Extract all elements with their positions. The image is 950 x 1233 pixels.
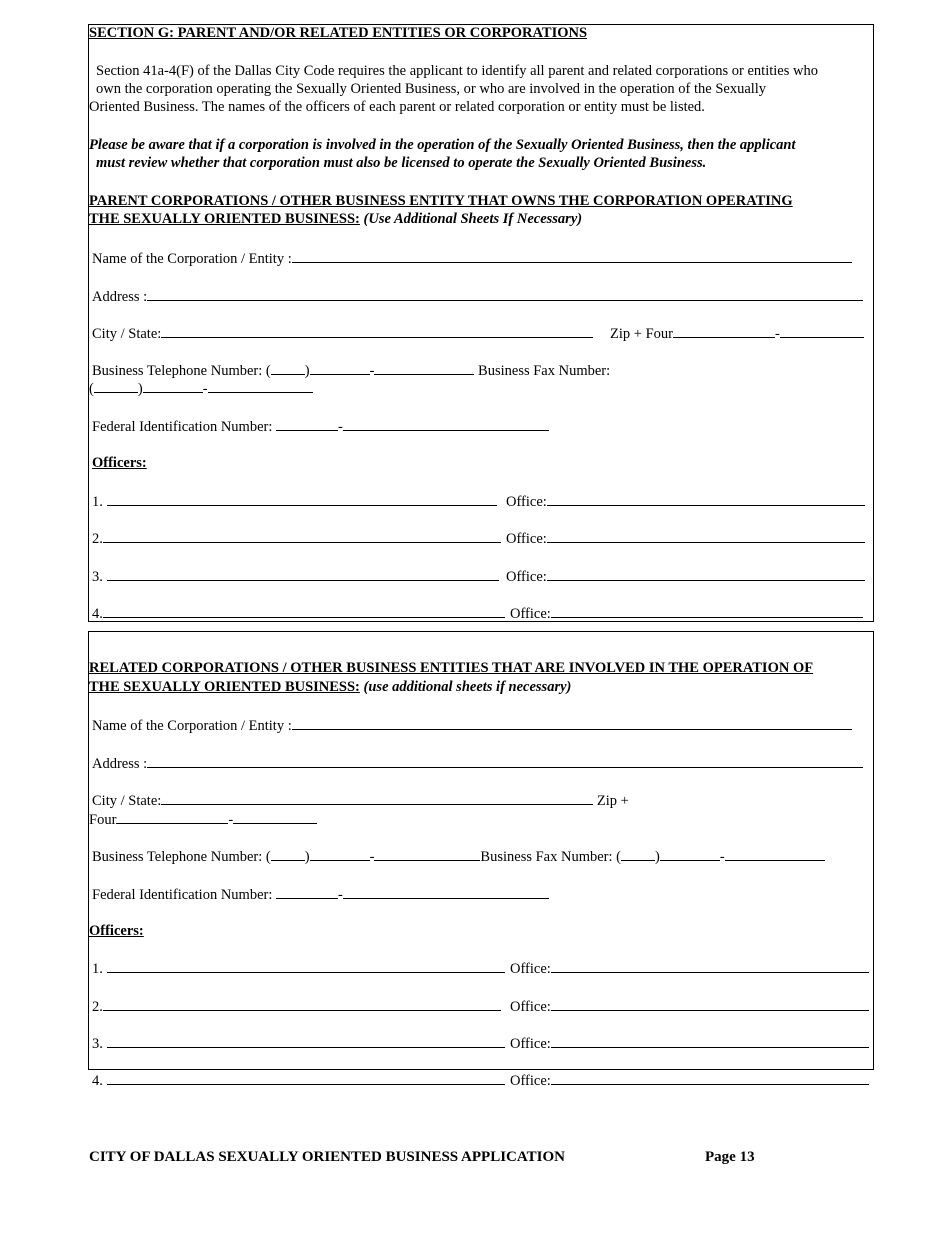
parent-fein-row: Federal Identification Number: - (92, 417, 549, 436)
related-address-field[interactable] (147, 754, 863, 768)
related-office-label: Office: (510, 1036, 551, 1052)
notice-line-1: Please be aware that if a corporation is involved in the operation of the Sexually Oriented Business, then the applicant (89, 137, 796, 153)
section-title: SECTION G: PARENT AND/OR RELATED ENTITIES OR CORPORATIONS (89, 25, 588, 41)
related-office-label: Office: (510, 961, 551, 977)
related-office-row-2 (510, 997, 869, 1016)
related-officer-number: 3. (92, 1036, 103, 1052)
parent-address-field[interactable] (147, 287, 863, 301)
parent-fax-prefix-field[interactable] (143, 379, 203, 393)
parent-phone-area-field[interactable] (271, 361, 305, 375)
parent-officer-row-3 (92, 567, 499, 586)
parent-city-label: City / State: (92, 326, 162, 342)
related-officer-number: 2. (92, 999, 103, 1015)
related-city-field[interactable] (161, 791, 593, 805)
related-zip-label: Zip + (596, 793, 629, 809)
parent-officer-row-1 (92, 492, 497, 511)
parent-zip4-field[interactable] (780, 324, 864, 338)
parent-phone-line-field[interactable] (374, 361, 474, 375)
related-phone-line-field[interactable] (374, 847, 480, 861)
parent-office-field[interactable] (547, 529, 865, 543)
parent-phone-row: Business Telephone Number: ( ) - Business Fax Number: (92, 363, 611, 379)
related-phone-prefix-field[interactable] (310, 847, 370, 861)
related-fax-area-field[interactable] (621, 847, 655, 861)
parent-zip-label: Zip + Four (610, 326, 673, 342)
footer-page-number: Page 13 (705, 1149, 755, 1165)
parent-officer-number: 1. (92, 494, 103, 510)
related-fax-line-field[interactable] (725, 847, 825, 861)
related-phone-area-field[interactable] (271, 847, 305, 861)
parent-office-label: Office: (510, 606, 551, 622)
related-officer-name-field[interactable] (107, 1034, 505, 1048)
related-officer-name-field[interactable] (107, 959, 505, 973)
parent-officer-name-field[interactable] (107, 567, 499, 581)
related-fein-row: Federal Identification Number: - (92, 885, 549, 904)
related-city-label: City / State: (92, 793, 162, 809)
parent-name-label: Name of the Corporation / Entity : (92, 251, 292, 267)
related-officer-row-3 (92, 1034, 505, 1053)
related-fax-prefix-field[interactable] (660, 847, 720, 861)
parent-office-field[interactable] (551, 604, 863, 618)
related-zip-label-2: Four (89, 812, 117, 828)
parent-officer-row-4 (92, 604, 505, 623)
parent-fax-label: Business Fax Number: (478, 363, 611, 379)
related-office-field[interactable] (551, 997, 869, 1011)
related-officer-name-field[interactable] (107, 1071, 505, 1085)
related-address-row (92, 754, 863, 773)
parent-zip-row: Zip + Four - (610, 324, 864, 343)
related-name-row (92, 716, 852, 735)
related-office-label: Office: (510, 999, 551, 1015)
parent-address-label: Address : (92, 289, 148, 305)
related-fein-label: Federal Identification Number: (92, 887, 273, 903)
related-zip-field[interactable] (116, 810, 228, 824)
related-heading-note: (use additional sheets if necessary) (363, 679, 572, 695)
related-fein-number-field[interactable] (343, 885, 549, 899)
parent-office-field[interactable] (547, 492, 865, 506)
related-officer-row-2 (92, 997, 501, 1016)
intro-line-1: Section 41a-4(F) of the Dallas City Code requires the applicant to identify all parent and related corporations or entities who (96, 63, 818, 79)
parent-heading-line-1: PARENT CORPORATIONS / OTHER BUSINESS ENTITY THAT OWNS THE CORPORATION OPERATING (89, 193, 793, 209)
related-fein-prefix-field[interactable] (276, 885, 338, 899)
parent-office-label: Office: (506, 569, 547, 585)
parent-officer-number: 2. (92, 531, 103, 547)
related-office-row-3 (510, 1034, 869, 1053)
parent-officer-name-field[interactable] (103, 529, 501, 543)
parent-fein-number-field[interactable] (343, 417, 549, 431)
parent-officer-row-2 (92, 529, 501, 548)
parent-city-row (92, 324, 593, 343)
parent-fax-row: ( ) - (89, 379, 313, 398)
related-address-label: Address : (92, 756, 148, 772)
related-city-row (92, 791, 629, 810)
parent-phone-prefix-field[interactable] (310, 361, 370, 375)
related-office-row-4 (510, 1071, 869, 1090)
related-office-label: Office: (510, 1073, 551, 1089)
related-officer-name-field[interactable] (103, 997, 501, 1011)
parent-city-field[interactable] (161, 324, 593, 338)
parent-fein-prefix-field[interactable] (276, 417, 338, 431)
related-phone-label: Business Telephone Number: ( (92, 849, 271, 865)
related-officer-row-1 (92, 959, 505, 978)
related-office-row-1 (510, 959, 869, 978)
related-office-field[interactable] (551, 1071, 869, 1085)
related-heading-line-2 (89, 678, 571, 696)
parent-office-row-1 (506, 492, 865, 511)
related-office-field[interactable] (551, 1034, 869, 1048)
parent-heading-line-2 (89, 210, 582, 228)
footer-application-title: CITY OF DALLAS SEXUALLY ORIENTED BUSINESS APPLICATION (89, 1149, 565, 1165)
parent-officer-name-field[interactable] (103, 604, 505, 618)
parent-name-field[interactable] (292, 249, 852, 263)
parent-fein-label: Federal Identification Number: (92, 419, 273, 435)
related-office-field[interactable] (551, 959, 869, 973)
parent-heading-note: (Use Additional Sheets If Necessary) (363, 211, 583, 227)
parent-name-row (92, 249, 852, 268)
related-heading-subject: THE SEXUALLY ORIENTED BUSINESS: (89, 679, 360, 695)
parent-zip-field[interactable] (673, 324, 775, 338)
related-heading-line-1: RELATED CORPORATIONS / OTHER BUSINESS ENTITIES THAT ARE INVOLVED IN THE OPERATION OF (89, 660, 814, 676)
intro-line-2: own the corporation operating the Sexually Oriented Business, or who are involved in the operation of the Sexually (96, 81, 767, 97)
related-name-label: Name of the Corporation / Entity : (92, 718, 292, 734)
parent-officer-number: 3. (92, 569, 103, 585)
parent-officers-label: Officers: (92, 455, 147, 471)
parent-phone-label: Business Telephone Number: ( (92, 363, 271, 379)
related-officers-label: Officers: (89, 923, 144, 939)
parent-office-row-3 (506, 567, 865, 586)
related-officer-row-4 (92, 1071, 505, 1090)
related-fax-label: Business Fax Number: ( (480, 849, 621, 865)
parent-heading-subject: THE SEXUALLY ORIENTED BUSINESS: (89, 211, 360, 227)
parent-address-row (92, 287, 863, 306)
related-phone-row: Business Telephone Number: ( ) - Business Fax Number: ( ) - (92, 847, 825, 866)
intro-line-3: Oriented Business. The names of the officers of each parent or related corporation or entity must be listed. (89, 99, 705, 115)
related-name-field[interactable] (292, 716, 852, 730)
parent-office-label: Office: (506, 494, 547, 510)
parent-office-field[interactable] (547, 567, 865, 581)
related-zip4-field[interactable] (233, 810, 317, 824)
parent-fax-line-field[interactable] (208, 379, 313, 393)
parent-office-label: Office: (506, 531, 547, 547)
notice-line-2: must review whether that corporation must also be licensed to operate the Sexually Oriented Business. (96, 155, 707, 171)
related-officer-number: 1. (92, 961, 103, 977)
parent-office-row-4 (510, 604, 863, 623)
parent-officer-name-field[interactable] (107, 492, 497, 506)
related-zip-row: Four - (89, 810, 317, 829)
parent-officer-number: 4. (92, 606, 103, 622)
parent-fax-area-field[interactable] (94, 379, 138, 393)
parent-office-row-2 (506, 529, 865, 548)
related-officer-number: 4. (92, 1073, 103, 1089)
